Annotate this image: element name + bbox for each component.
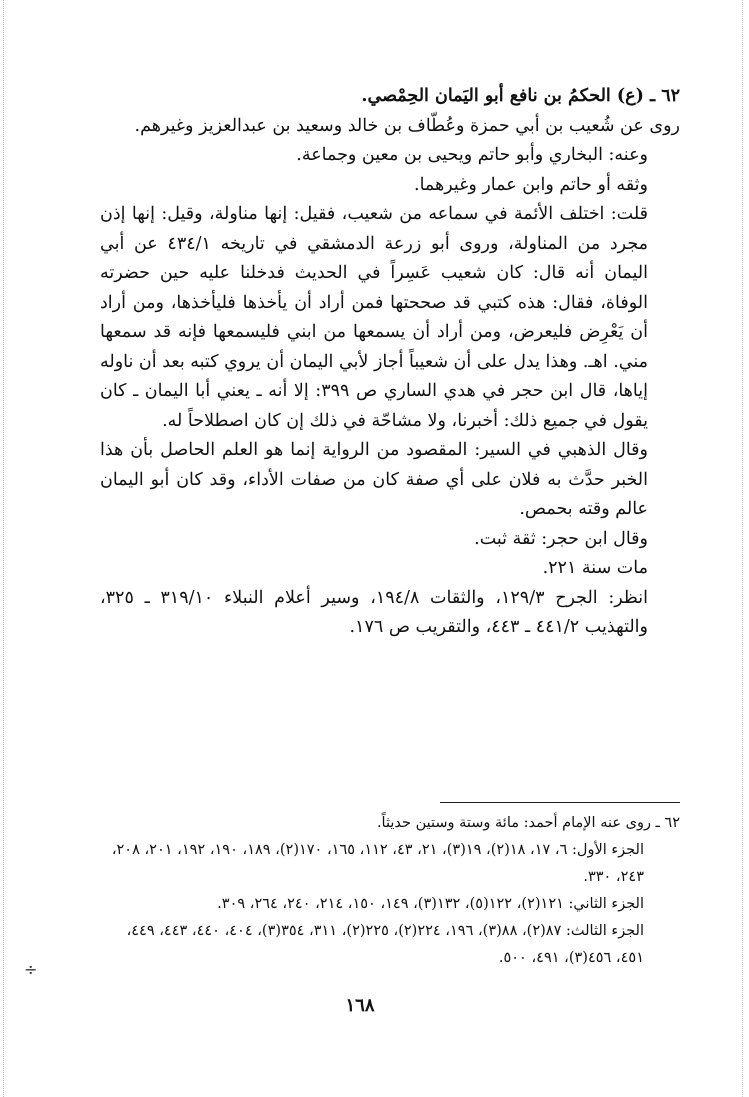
- narrators-from: روى عن شُعيب بن أبي حمزة وعُطّاف بن خالد وسعيد بن عبدالعزيز وغيرهم.: [134, 115, 680, 136]
- footnote-part-one: الجزء الأول: ٦، ١٧، ١٨(٢)، ١٩(٣)، ٢١، ٤٣، ١١٢، ١٦٥، ١٧٠(٢)، ١٨٩، ١٩٠، ١٩٢، ٢٠١، ٢٠٨، ٢٤٣، ٣٣٠.: [111, 842, 644, 885]
- narrators-to: وعنه: البخاري وأبو حاتم ويحيى بن معين وجماعة.: [296, 145, 648, 165]
- margin-mark: ÷: [24, 960, 38, 979]
- references: انظر: الجرح ١٢٩/٣، والثقات ١٩٤/٨، وسير أعلام النبلاء ٣١٩/١٠ ـ ٣٢٥، والتهذيب ٤٤١/٢ ـ ٤٤٣، والتقريب ص ١٧٦.: [100, 587, 648, 637]
- ibn-hajar-grade: وقال ابن حجر: ثقة ثبت.: [474, 528, 648, 549]
- footnote-intro: ٦٢ ـ روى عنه الإمام أحمد: مائة وستة وستين حديثاً.: [376, 815, 680, 831]
- footnote-part-two: الجزء الثاني: ١٢١(٢)، ١٢٢(٥)، ١٣٢(٣)، ١٤٩، ١٥٠، ٢١٤، ٢٤٠، ٢٦٤، ٣٠٩.: [217, 896, 644, 912]
- death-year: مات سنة ٢٢١.: [542, 558, 648, 578]
- footnote-part-three: الجزء الثالث: ٨٧(٢)، ٨٨(٣)، ١٩٦، ٢٢٤(٢)، ٢٢٥(٢)، ٣١١، ٣٥٤(٣)، ٤٠٤، ٤٤٠، ٤٤٣، ٤٤٩، ٤٥١، ٤٥٦(٣)، ٤٩١، ٥٠٠.: [126, 923, 644, 966]
- left-margin-line: [3, 0, 4, 1097]
- footnote: [100, 810, 680, 972]
- dhahabi-paragraph: وقال الذهبي في السير: المقصود من الرواية إنما هو العلم الحاصل بأن هذا الخبر حدَّث به فلان على أي صفة كان من صفات الأداء، وقد كان أبو اليمان عالم وقته بحمص.: [100, 440, 648, 519]
- page-number: ١٦٨: [345, 995, 375, 1016]
- footnote-divider: [440, 802, 680, 803]
- main-text: [100, 82, 680, 643]
- commentary-paragraph: قلت: اختلف الأئمة في سماعه من شعيب، فقيل: إنها مناولة، وقيل: إنها إذن مجرد من المناولة، وروى أبو زرعة الدمشقي في تاريخه ٤٣٤/١ عن أبي اليمان أنه قال: كان شعيب عَسِراً في الحديث فدخلنا عليه حين حضرته الوفاة، فقال: هذه كتبي قد صححتها فمن أراد أن يأخذها فليأخذها، ومن أراد أن يَعْرِض فليعرض، ومن أراد أن يسمعها من ابني فليسمعها فإنه قد سمعها مني. اهـ. وهذا يدل على أن شعيباً أجاز لأبي اليمان أن يروي كتبه بعد أن ناوله إياها، قال ابن حجر في هدي الساري ص ٣٩٩: إلا أنه ـ يعني أبا اليمان ـ كان يقول في جميع ذلك: أخبرنا، ولا مشاحّة في ذلك إن كان اصطلاحاً له.: [100, 204, 648, 431]
- trustworthiness: وثقه أو حاتم وابن عمار وغيرهما.: [414, 174, 648, 195]
- right-margin-line: [742, 0, 743, 1097]
- entry-heading: ٦٢ ـ (ع) الحكمُ بن نافع أبو اليَمان الحِمْصي.: [361, 86, 680, 106]
